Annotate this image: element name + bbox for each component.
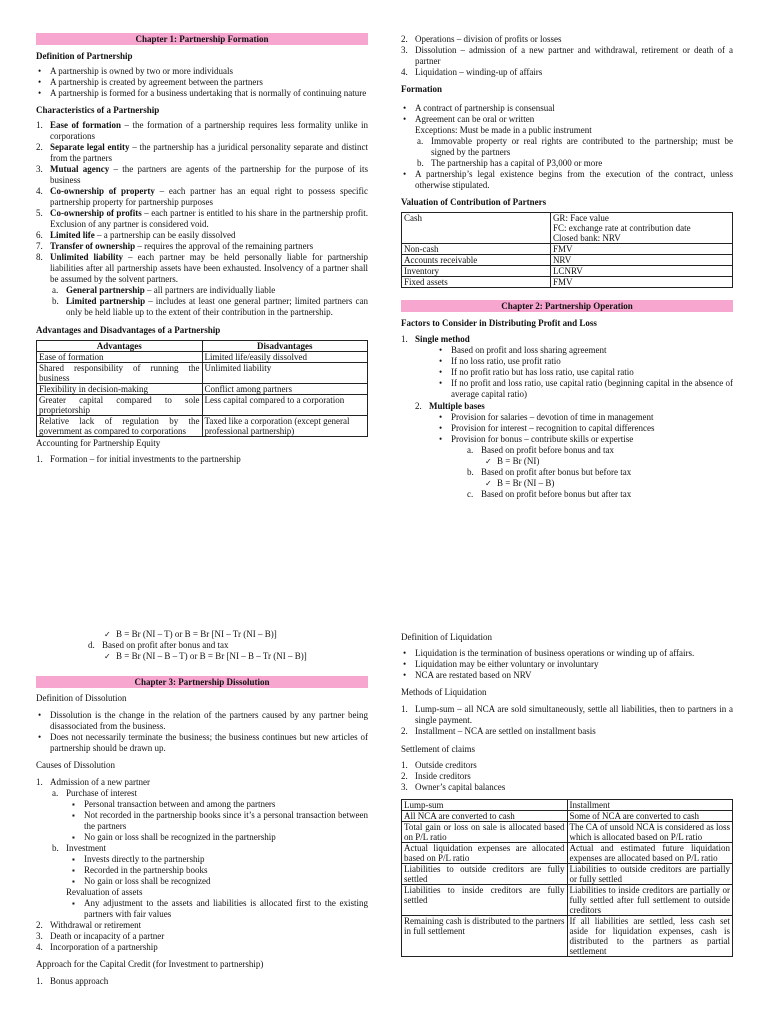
settlement-item-num: 3. <box>401 782 408 792</box>
purchase-list <box>36 788 368 799</box>
investment-subitem: ▪ Invests directly to the partnership <box>84 854 368 865</box>
formation-last-list <box>401 169 733 191</box>
valuation-value-line: Closed bank: NRV <box>552 233 621 243</box>
valuation-row <box>402 244 733 255</box>
liquidation-cell: All NCA are converted to cash <box>402 811 568 822</box>
revaluation-heading: Revaluation of assets <box>66 887 143 897</box>
liability-types-list <box>36 285 368 318</box>
chapter-1-banner: Chapter 1: Partnership Formation <box>36 33 368 45</box>
method-item-text: Installment – NCA are settled on installment basis <box>415 726 596 736</box>
advantages-row <box>37 416 368 437</box>
cause-item-text: Incorporation of a partnership <box>50 942 158 952</box>
approach-list <box>36 976 368 987</box>
bonus-item <box>467 489 733 500</box>
single-method-item <box>401 334 733 345</box>
advantages-row <box>37 384 368 395</box>
valuation-value-line: FC: exchange rate at contribution date <box>552 223 691 233</box>
characteristic-item-term: Limited life <box>50 230 95 240</box>
formation-last-item: • A partnership’s legal existence begins from the execution of the contract, unless otherwise stipulated. <box>415 169 733 191</box>
approach-heading: Approach for the Capital Credit (for Investment to partnership) <box>36 959 264 969</box>
valuation-item-cell: Non-cash <box>402 244 551 255</box>
liquidation-comparison-table <box>401 799 733 957</box>
methods-list <box>401 704 733 737</box>
approach-item-num: 1. <box>36 976 43 986</box>
multiple-bases-list <box>415 401 733 412</box>
characteristic-item-num: 7. <box>36 241 43 251</box>
admission-text: Admission of a new partner <box>50 777 150 787</box>
exception-item <box>417 136 733 158</box>
formula-d: ✓ B = Br (NI – B – T) or B = Br [NI – B – Tr (NI – B)] <box>116 651 368 662</box>
characteristic-item-text: – each partner is entitled to his share in the partnership profit. Exclusion of any partner is considered void. <box>50 208 368 229</box>
valuation-value-line: FMV <box>552 277 573 287</box>
definition-item: • A partnership is formed for a business undertaking that is normally of continuing nature <box>50 88 368 99</box>
admission-item <box>36 777 368 788</box>
investment-item <box>52 843 368 854</box>
liquidation-cell: Liabilities to inside creditors are partially or fully settled after full settlement to outside creditors <box>567 885 733 916</box>
characteristic-item-term: Co-ownership of property <box>50 186 155 196</box>
characteristic-item-term: Separate legal entity <box>50 142 130 152</box>
accounting-continued-item <box>401 45 733 67</box>
exception-item-num: a. <box>417 136 424 146</box>
characteristic-item-text: – the partnership has a juridical personality separate and distinct from the partners <box>50 142 368 163</box>
advantages-header-row <box>37 341 368 352</box>
single-method-subitem: • If no profit ratio but has loss ratio, use capital ratio <box>451 367 733 378</box>
characteristic-item-term: Co-ownership of profits <box>50 208 142 218</box>
liability-type-item-num: b. <box>52 296 59 306</box>
chapter-3-banner: Chapter 3: Partnership Dissolution <box>36 676 368 688</box>
accounting-continued-item-num: 3. <box>401 45 408 55</box>
admission-list <box>36 777 368 788</box>
liquidation-definition-item: • Liquidation is the termination of business operations or winding up of affairs. <box>415 648 733 659</box>
valuation-value-line: FMV <box>552 244 573 254</box>
settlement-item-text: Owner’s capital balances <box>415 782 506 792</box>
exceptions-text: Exceptions: Must be made in a public instrument <box>415 125 592 135</box>
multiple-bases-subitem: • Provision for interest – recognition to capital differences <box>451 423 733 434</box>
admission-num: 1. <box>36 777 43 787</box>
bonus-item-text: Based on profit after bonus but before tax <box>481 467 632 477</box>
characteristic-item-text: – requires the approval of the remaining partners <box>135 241 314 251</box>
bonus-formula: ✓ B = Br (NI) <box>497 456 733 467</box>
dissolution-definition-list <box>36 710 368 754</box>
investment-subitem: ▪ Recorded in the partnership books <box>84 865 368 876</box>
accounting-continued-item-text: Liquidation – winding-up of affairs <box>415 67 543 77</box>
purchase-subitem: ▪ No gain or loss shall be recognized in the partnership <box>84 832 368 843</box>
investment-text: Investment <box>66 843 106 853</box>
formation-heading: Formation <box>401 84 442 94</box>
liability-type-item-num: a. <box>52 285 59 295</box>
method-item-num: 2. <box>401 726 408 736</box>
valuation-item-cell: Cash <box>402 213 551 244</box>
single-method-subitem: • Based on profit and loss sharing agreement <box>451 345 733 356</box>
definition-dissolution-heading: Definition of Dissolution <box>36 693 127 703</box>
definition-heading: Definition of Partnership <box>36 51 133 61</box>
page-2-right-column <box>401 629 733 1024</box>
liquidation-header-cell: Lump-sum <box>402 800 568 811</box>
characteristic-item <box>36 241 368 252</box>
multiple-bases-subitem: • Provision for bonus – contribute skills or expertise <box>451 434 733 445</box>
bonus-list <box>415 445 733 500</box>
characteristic-item <box>36 208 368 230</box>
liability-type-item <box>52 296 368 318</box>
purchase-text: Purchase of interest <box>66 788 137 798</box>
advantages-cell: Taxed like a corporation (except general professional partnership) <box>202 416 368 437</box>
advantages-heading: Advantages and Disadvantages of a Partnership <box>36 325 221 335</box>
single-method-items <box>415 345 733 400</box>
dissolution-definition-item: • Dissolution is the change in the relation of the partners caused by any partner being disassociated from the business. <box>50 710 368 732</box>
method-item <box>401 704 733 726</box>
valuation-value-cell <box>550 277 732 288</box>
advantages-cell: Less capital compared to a corporation <box>202 395 368 416</box>
settlement-item-num: 2. <box>401 771 408 781</box>
investment-num: b. <box>52 843 59 853</box>
accounting-heading: Accounting for Partnership Equity <box>36 438 161 448</box>
method-item <box>401 726 733 737</box>
purchase-items <box>36 799 368 843</box>
settlement-item <box>401 760 733 771</box>
formula-c-list <box>36 629 368 640</box>
valuation-value-cell <box>550 244 732 255</box>
other-causes-list <box>36 920 368 953</box>
liquidation-cell: Liabilities to outside creditors are fully settled <box>402 864 568 885</box>
single-method-subitem: • If no profit and loss ratio, use capital ratio (beginning capital in the absence of average capital ratio) <box>451 378 733 400</box>
item-d-num: d. <box>88 640 95 650</box>
purchase-num: a. <box>52 788 59 798</box>
investment-subitem: ▪ No gain or loss shall be recognized <box>84 876 368 887</box>
liquidation-cell: The CA of unsold NCA is considered as loss which is allocated based on P/L ratio <box>567 822 733 843</box>
characteristics-list <box>36 120 368 285</box>
valuation-row <box>402 266 733 277</box>
liquidation-definition-item: • Liquidation may be either voluntary or involuntary <box>415 659 733 670</box>
bonus-formula: ✓ B = Br (NI – B) <box>497 478 733 489</box>
characteristic-item-text: – each partner may be held personally liable for partnership liabilities after all partnership assets have been exhausted. Insolvency of a partner shall be assumed by the solvent partners. <box>50 252 368 284</box>
liquidation-cell: Liabilities to outside creditors are partially or fully settled <box>567 864 733 885</box>
exception-item-text: The partnership has a capital of P3,000 or more <box>431 158 603 168</box>
cause-item <box>36 920 368 931</box>
accounting-item-num: 1. <box>36 454 43 464</box>
causes-heading: Causes of Dissolution <box>36 760 116 770</box>
advantages-row <box>37 395 368 416</box>
accounting-continued-item <box>401 67 733 78</box>
liquidation-cell: Liabilities to inside creditors are fully settled <box>402 885 568 916</box>
cause-item-text: Withdrawal or retirement <box>50 920 142 930</box>
characteristic-item-num: 3. <box>36 164 43 174</box>
valuation-heading: Valuation of Contribution of Partners <box>401 197 547 207</box>
valuation-row <box>402 277 733 288</box>
exception-item-num: b. <box>417 158 424 168</box>
accounting-item <box>36 454 368 465</box>
liquidation-row <box>402 843 733 864</box>
advantages-cell: Relative lack of regulation by the government as compared to corporations <box>37 416 203 437</box>
liability-type-item <box>52 285 368 296</box>
bonus-formula-list <box>481 456 733 467</box>
document-page-2 <box>0 512 768 1024</box>
characteristic-item-text: – each partner has an equal right to possess specific partnership property for partnership purposes <box>50 186 368 207</box>
multiple-bases-items <box>415 412 733 445</box>
liquidation-row <box>402 916 733 957</box>
page-1-right-column <box>401 34 733 512</box>
liability-type-item-term: General partnership <box>66 285 145 295</box>
cause-item-num: 4. <box>36 942 43 952</box>
liability-type-item-term: Limited partnership <box>66 296 146 306</box>
valuation-item-cell: Fixed assets <box>402 277 551 288</box>
liquidation-cell: Actual and estimated future liquidation expenses are allocated based on P/L ratio <box>567 843 733 864</box>
definition-item: • A partnership is owned by two or more individuals <box>50 66 368 77</box>
page-2-left-column <box>36 629 368 1024</box>
valuation-value-cell <box>550 266 732 277</box>
valuation-value-line: LCNRV <box>552 266 583 276</box>
characteristic-item-num: 4. <box>36 186 43 196</box>
item-d-list <box>36 640 368 651</box>
characteristic-item <box>36 252 368 285</box>
valuation-row <box>402 213 733 244</box>
settlement-item-num: 1. <box>401 760 408 770</box>
settlement-list <box>401 760 733 793</box>
valuation-value-cell <box>550 255 732 266</box>
valuation-value-line: GR: Face value <box>552 213 609 223</box>
characteristic-item-text: – the partners are agents of the partnership for the purpose of its business <box>50 164 368 185</box>
advantages-table <box>36 340 368 437</box>
settlement-heading: Settlement of claims <box>401 744 475 754</box>
liability-type-item-text: – includes at least one general partner; limited partners can only be held liable up to the extent of their contribution in the partnership. <box>66 296 368 317</box>
accounting-list <box>36 454 368 465</box>
valuation-value-cell <box>550 213 732 244</box>
dissolution-definition-item: • Does not necessarily terminate the business; the business continues but new articles of partnership should be drawn up. <box>50 732 368 754</box>
characteristic-item-term: Mutual agency <box>50 164 110 174</box>
bonus-item-num: a. <box>467 445 474 455</box>
characteristic-item-num: 2. <box>36 142 43 152</box>
formula-d-list <box>36 651 368 662</box>
cause-item-text: Death or incapacity of a partner <box>50 931 165 941</box>
characteristic-item-text: – the formation of a partnership requires less formality unlike in corporations <box>50 120 368 141</box>
definition-liquidation-heading: Definition of Liquidation <box>401 632 492 642</box>
liquidation-definition-item: • NCA are restated based on NRV <box>415 670 733 681</box>
characteristic-item-num: 1. <box>36 120 43 130</box>
item-d-text: Based on profit after bonus and tax <box>102 640 229 650</box>
liquidation-cell: Total gain or loss on sale is allocated based on P/L ratio <box>402 822 568 843</box>
characteristic-item-text: – a partnership can be easily dissolved <box>94 230 236 240</box>
liquidation-definition-list <box>401 648 733 681</box>
valuation-item-cell: Inventory <box>402 266 551 277</box>
exception-item-text: Immovable property or real rights are contributed to the partnership; must be signed by the partners <box>431 136 733 157</box>
liquidation-row <box>402 822 733 843</box>
exceptions-list <box>401 136 733 169</box>
bonus-item <box>467 445 733 467</box>
factors-heading: Factors to Consider in Distributing Profit and Loss <box>401 318 597 328</box>
liquidation-header-cell: Installment <box>567 800 733 811</box>
purchase-item <box>52 788 368 799</box>
multiple-bases-num: 2. <box>415 401 422 411</box>
advantages-cell: Greater capital compared to sole proprietorship <box>37 395 203 416</box>
cause-item-num: 2. <box>36 920 43 930</box>
characteristic-item-num: 5. <box>36 208 43 218</box>
valuation-table <box>401 212 733 288</box>
settlement-item <box>401 771 733 782</box>
characteristic-item <box>36 164 368 186</box>
approach-item <box>36 976 368 987</box>
characteristic-item <box>36 230 368 241</box>
purchase-subitem: ▪ Personal transaction between and among the partners <box>84 799 368 810</box>
chapter-2-banner: Chapter 2: Partnership Operation <box>401 300 733 312</box>
investment-items <box>36 854 368 887</box>
accounting-continued-item-text: Dissolution – admission of a new partner and withdrawal, retirement or death of a partner <box>415 45 733 66</box>
valuation-item-cell: Accounts receivable <box>402 255 551 266</box>
settlement-item-text: Inside creditors <box>415 771 471 781</box>
accounting-item-text: Formation – for initial investments to the partnership <box>50 454 241 464</box>
characteristic-item-term: Ease of formation <box>50 120 121 130</box>
valuation-value-line: NRV <box>552 255 572 265</box>
liquidation-row <box>402 885 733 916</box>
revaluation-items <box>36 898 368 920</box>
liquidation-cell: If all liabilities are settled, less cash set aside for liquidation expenses, cash is distributed to the partners as partial settlement <box>567 916 733 957</box>
liquidation-row <box>402 811 733 822</box>
cause-item-num: 3. <box>36 931 43 941</box>
advantages-cell: Flexibility in decision-making <box>37 384 203 395</box>
advantages-header-cell: Disadvantages <box>202 341 368 352</box>
approach-item-text: Bonus approach <box>50 976 109 986</box>
advantages-row <box>37 363 368 384</box>
bonus-item-num: b. <box>467 467 474 477</box>
advantages-row <box>37 352 368 363</box>
definition-list <box>36 66 368 99</box>
bonus-formula-list <box>481 478 733 489</box>
characteristic-item-term: Transfer of ownership <box>50 241 136 251</box>
liability-type-item-text: – all partners are individually liable <box>144 285 276 295</box>
liquidation-cell: Actual liquidation expenses are allocated based on P/L ratio <box>402 843 568 864</box>
multiple-bases-subitem: • Provision for salaries – devotion of time in management <box>451 412 733 423</box>
characteristic-item <box>36 186 368 208</box>
characteristic-item <box>36 142 368 164</box>
methods-heading: Methods of Liquidation <box>401 687 487 697</box>
advantages-cell: Ease of formation <box>37 352 203 363</box>
characteristic-item <box>36 120 368 142</box>
advantages-cell: Limited life/easily dissolved <box>202 352 368 363</box>
advantages-cell: Shared responsibility of running the business <box>37 363 203 384</box>
cause-item <box>36 931 368 942</box>
bonus-item-text: Based on profit before bonus and tax <box>481 445 614 455</box>
single-method-list <box>401 334 733 500</box>
definition-item: • A partnership is created by agreement between the partners <box>50 77 368 88</box>
method-item-text: Lump-sum – all NCA are sold simultaneously, settle all liabilities, then to partners in a single payment. <box>415 704 733 725</box>
single-method-num: 1. <box>401 334 408 344</box>
exception-item <box>417 158 733 169</box>
formula-c: ✓ B = Br (NI – T) or B = Br [NI – Tr (NI – B)] <box>116 629 368 640</box>
liquidation-row <box>402 864 733 885</box>
item-d <box>88 640 368 651</box>
advantages-header-cell: Advantages <box>37 341 203 352</box>
settlement-item-text: Outside creditors <box>415 760 477 770</box>
formation-item: • A contract of partnership is consensual <box>415 103 733 114</box>
bonus-item-text: Based on profit before bonus but after tax <box>481 489 632 499</box>
accounting-continued-list <box>401 34 733 78</box>
characteristic-item-num: 8. <box>36 252 43 262</box>
accounting-continued-item <box>401 34 733 45</box>
method-item-num: 1. <box>401 704 408 714</box>
investment-list <box>36 843 368 854</box>
single-method-label: Single method <box>415 334 470 344</box>
settlement-item <box>401 782 733 793</box>
bonus-item-num: c. <box>467 489 474 499</box>
advantages-cell: Conflict among partners <box>202 384 368 395</box>
accounting-continued-item-text: Operations – division of profits or losses <box>415 34 562 44</box>
purchase-subitem: ▪ Not recorded in the partnership books since it’s a personal transaction between the partners <box>84 810 368 832</box>
revaluation-subitem: ▪ Any adjustment to the assets and liabilities is allocated first to the existing partners with fair values <box>84 898 368 920</box>
page-1-left-column <box>36 33 368 512</box>
liquidation-cell: Some of NCA are converted to cash <box>567 811 733 822</box>
multiple-bases-label: Multiple bases <box>429 401 485 411</box>
advantages-cell: Unlimited liability <box>202 363 368 384</box>
accounting-continued-item-num: 4. <box>401 67 408 77</box>
characteristic-item-num: 6. <box>36 230 43 240</box>
single-method-subitem: • If no loss ratio, use profit ratio <box>451 356 733 367</box>
characteristic-item-term: Unlimited liability <box>50 252 124 262</box>
bonus-item <box>467 467 733 489</box>
accounting-continued-item-num: 2. <box>401 34 408 44</box>
characteristics-heading: Characteristics of a Partnership <box>36 105 160 115</box>
multiple-bases-item <box>415 401 733 412</box>
liquidation-header-row <box>402 800 733 811</box>
formation-list <box>401 103 733 125</box>
cause-item <box>36 942 368 953</box>
valuation-row <box>402 255 733 266</box>
liquidation-cell: Remaining cash is distributed to the partners in full settlement <box>402 916 568 957</box>
formation-item: • Agreement can be oral or written <box>415 114 733 125</box>
